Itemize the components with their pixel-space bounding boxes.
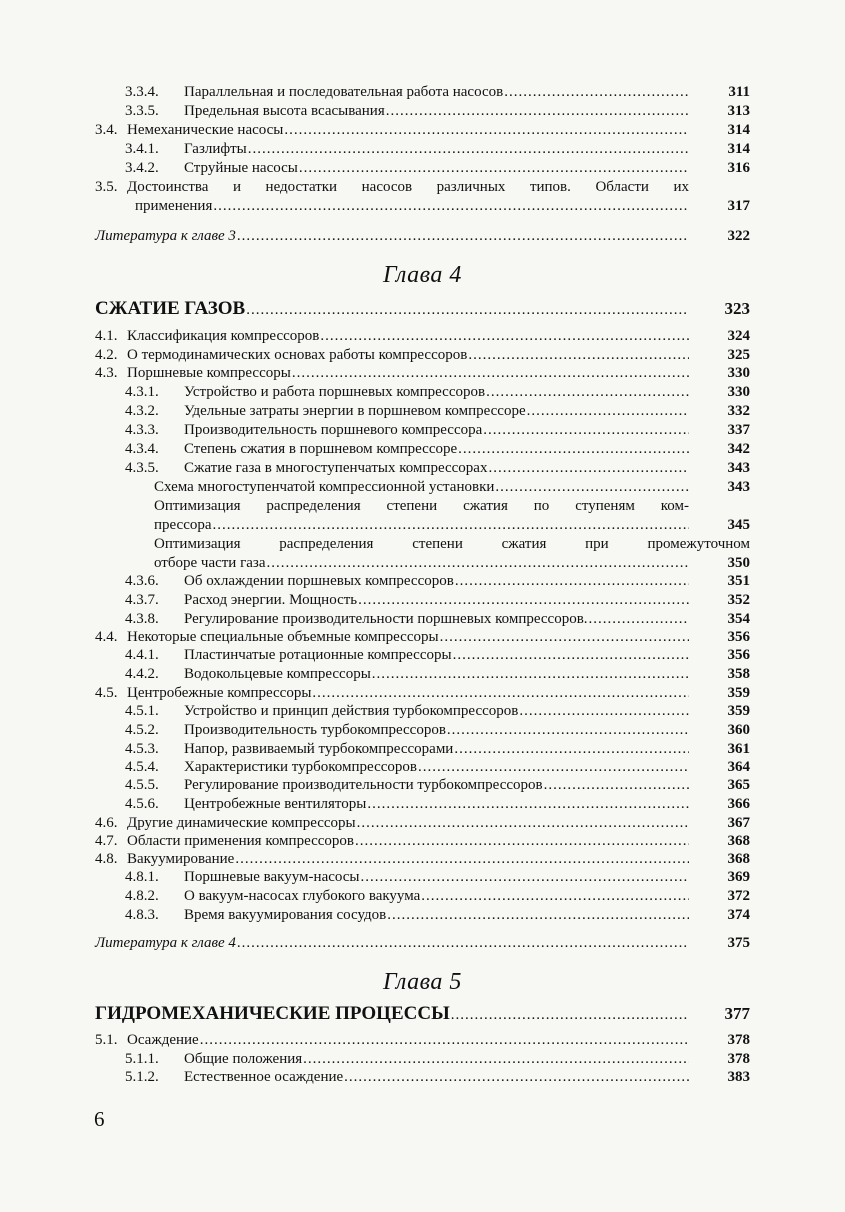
toc-entry	[95, 364, 750, 383]
toc-entry	[95, 665, 750, 684]
toc-entry	[95, 1068, 750, 1087]
page-ref: 364	[727, 759, 750, 775]
page-ref: 352	[727, 592, 750, 608]
toc-entry	[95, 346, 750, 365]
section-title: Центробежные компрессоры	[127, 685, 312, 701]
section-title: Газлифты	[184, 141, 247, 157]
section-title: Другие динамические компрессоры	[127, 815, 356, 831]
page-ref: 356	[727, 629, 750, 645]
section-title: Немеханические насосы	[127, 122, 284, 138]
literature-title: Литература к главе 4	[95, 935, 236, 951]
section-title: Предельная высота всасывания	[184, 103, 385, 119]
toc-entry	[95, 402, 750, 421]
page-ref: 383	[727, 1069, 750, 1085]
section-title: Классификация компрессоров	[127, 328, 320, 344]
section-title: Производительность турбокомпрессоров	[184, 722, 446, 738]
section-title-cont: прессора	[154, 517, 212, 533]
toc-entry	[95, 327, 750, 346]
section-title: Устройство и работа поршневых компрессоров	[184, 384, 486, 400]
section-title: Оптимизация распределения степени сжатия при промежуточном	[154, 536, 750, 552]
page-ref: 324	[727, 328, 750, 344]
page-ref: 358	[727, 666, 750, 682]
page-ref: 351	[727, 573, 750, 589]
section-title: Время вакуумирования сосудов	[184, 907, 387, 923]
section-number: 4.3.3.	[125, 422, 159, 438]
page-ref: 374	[727, 907, 750, 923]
chapter-heading: Глава 4	[383, 262, 462, 288]
section-number: 4.5.4.	[125, 759, 159, 775]
section-number: 4.6.	[95, 815, 118, 831]
section-number: 3.3.4.	[125, 84, 159, 100]
section-title: Поршневые вакуум-насосы	[184, 869, 360, 885]
page-ref: 360	[727, 722, 750, 738]
section-number: 4.2.	[95, 347, 118, 363]
section-number: 3.3.5.	[125, 103, 159, 119]
literature-title: Литература к главе 3	[95, 228, 236, 244]
page-ref: 330	[727, 384, 750, 400]
toc-entry	[95, 628, 750, 647]
section-title: Достоинства и недостатки насосов различных типов. Области их	[127, 179, 689, 195]
chapter-title-entry	[95, 1002, 750, 1026]
section-number: 4.3.8.	[125, 611, 159, 627]
page-ref: 369	[727, 869, 750, 885]
toc-entry	[95, 740, 750, 759]
section-title: Области применения компрессоров	[127, 833, 355, 849]
page-ref: 359	[727, 685, 750, 701]
toc-entry	[95, 1031, 750, 1050]
section-title: Схема многоступенчатой компрессионной установки	[154, 479, 495, 495]
page-ref: 361	[727, 741, 750, 757]
page-ref: 356	[727, 647, 750, 663]
section-number: 4.4.2.	[125, 666, 159, 682]
toc-entry	[95, 814, 750, 833]
section-number: 4.5.3.	[125, 741, 159, 757]
page-ref: 325	[727, 347, 750, 363]
toc-entry	[95, 102, 750, 121]
toc-entry	[95, 497, 750, 535]
section-number: 4.8.2.	[125, 888, 159, 904]
chapter-title-entry	[95, 297, 750, 321]
page-ref: 314	[727, 141, 750, 157]
section-number: 5.1.2.	[125, 1069, 159, 1085]
section-title: Удельные затраты энергии в поршневом компрессоре	[184, 403, 526, 419]
page-ref: 317	[727, 198, 750, 214]
toc-entry	[95, 1050, 750, 1069]
section-number: 4.5.6.	[125, 796, 159, 812]
toc-entry	[95, 159, 750, 178]
toc-entry	[95, 702, 750, 721]
toc-entry	[95, 459, 750, 478]
section-title: Характеристики турбокомпрессоров	[184, 759, 417, 775]
section-number: 4.5.5.	[125, 777, 159, 793]
section-title: Сжатие газа в многоступенчатых компрессорах	[184, 460, 488, 476]
toc-entry	[95, 646, 750, 665]
page-ref: 311	[728, 84, 750, 100]
toc-entry	[95, 832, 750, 851]
page-ref: 378	[727, 1051, 750, 1067]
section-number: 4.4.	[95, 629, 118, 645]
section-title: Поршневые компрессоры	[127, 365, 291, 381]
page-ref: 314	[727, 122, 750, 138]
page-ref: 337	[727, 422, 750, 438]
toc-entry	[95, 758, 750, 777]
toc-entry	[95, 610, 750, 629]
page-ref: 322	[727, 228, 750, 244]
section-number: 4.3.7.	[125, 592, 159, 608]
chapter-heading: Глава 5	[383, 969, 462, 995]
section-title: Расход энергии. Мощность	[184, 592, 358, 608]
section-number: 4.1.	[95, 328, 118, 344]
section-title: Водокольцевые компрессоры	[184, 666, 371, 682]
section-number: 4.7.	[95, 833, 118, 849]
section-title: Струйные насосы	[184, 160, 298, 176]
section-title: Параллельная и последовательная работа насосов	[184, 84, 504, 100]
section-title: О вакуум-насосах глубокого вакуума	[184, 888, 421, 904]
page-ref: 368	[727, 833, 750, 849]
toc-entry	[95, 887, 750, 906]
section-title: Центробежные вентиляторы	[184, 796, 367, 812]
section-title-cont: применения	[135, 198, 213, 214]
toc-entry	[95, 140, 750, 159]
section-number: 4.3.5.	[125, 460, 159, 476]
page-ref: 343	[727, 460, 750, 476]
section-title: Некоторые специальные объемные компрессоры	[127, 629, 439, 645]
section-title: Производительность поршневого компрессора	[184, 422, 483, 438]
section-number: 3.4.2.	[125, 160, 159, 176]
section-number: 3.4.1.	[125, 141, 159, 157]
page-ref: 316	[727, 160, 750, 176]
toc-entry	[95, 591, 750, 610]
section-title: Об охлаждении поршневых компрессоров	[184, 573, 454, 589]
toc-entry	[95, 721, 750, 740]
toc-entry	[95, 121, 750, 140]
section-number: 4.8.3.	[125, 907, 159, 923]
page-ref: 343	[727, 479, 750, 495]
section-number: 4.4.1.	[125, 647, 159, 663]
page-ref: 313	[727, 103, 750, 119]
section-title: Общие положения	[184, 1051, 303, 1067]
toc-entry	[95, 684, 750, 703]
page-ref: 342	[727, 441, 750, 457]
toc-entry	[95, 383, 750, 402]
page-ref: 345	[727, 517, 750, 533]
section-number: 4.3.	[95, 365, 118, 381]
section-title: Вакуумирование	[127, 851, 235, 867]
toc-entry	[95, 440, 750, 459]
section-number: 5.1.1.	[125, 1051, 159, 1067]
section-title: Пластинчатые ротационные компрессоры	[184, 647, 452, 663]
toc-entry	[95, 478, 750, 497]
toc-entry	[95, 421, 750, 440]
toc-entry-literature	[95, 227, 750, 246]
page-ref: 332	[727, 403, 750, 419]
section-title: Устройство и принцип действия турбокомпрессоров	[184, 703, 519, 719]
section-number: 4.3.4.	[125, 441, 159, 457]
chapter-title: СЖАТИЕ ГАЗОВ	[95, 298, 246, 319]
page-ref: 367	[727, 815, 750, 831]
page-ref: 323	[724, 299, 750, 318]
section-title: Регулирование производительности поршневых компрессоров.	[184, 611, 588, 627]
chapter-title: ГИДРОМЕХАНИЧЕСКИЕ ПРОЦЕССЫ	[95, 1003, 450, 1024]
toc-entry-literature	[95, 934, 750, 953]
page-ref: 330	[727, 365, 750, 381]
section-number: 4.5.	[95, 685, 118, 701]
page-ref: 359	[727, 703, 750, 719]
toc-entry	[95, 776, 750, 795]
toc-entry	[95, 535, 750, 573]
toc-entry	[95, 83, 750, 102]
section-title: Напор, развиваемый турбокомпрессорами	[184, 741, 454, 757]
page-ref: 366	[727, 796, 750, 812]
section-number: 4.3.1.	[125, 384, 159, 400]
page-ref: 350	[727, 555, 750, 571]
section-number: 4.5.2.	[125, 722, 159, 738]
section-title: Регулирование производительности турбокомпрессоров	[184, 777, 543, 793]
section-title-cont: отборе части газа	[154, 555, 266, 571]
page-ref: 377	[724, 1004, 750, 1023]
section-number: 3.4.	[95, 122, 118, 138]
page-number: 6	[94, 1107, 105, 1131]
toc-entry	[95, 868, 750, 887]
page-ref: 365	[727, 777, 750, 793]
section-number: 4.8.1.	[125, 869, 159, 885]
section-title: Степень сжатия в поршневом компрессоре	[184, 441, 458, 457]
toc-entry	[95, 178, 750, 216]
toc-entry	[95, 572, 750, 591]
toc-entry	[95, 795, 750, 814]
toc-entry	[95, 906, 750, 925]
page-ref: 372	[727, 888, 750, 904]
section-number: 4.3.2.	[125, 403, 159, 419]
section-title: О термодинамических основах работы компрессоров	[127, 347, 468, 363]
section-number: 4.8.	[95, 851, 118, 867]
page-ref: 354	[727, 611, 750, 627]
section-title: Оптимизация распределения степени сжатия по ступеням ком-	[154, 498, 689, 514]
section-number: 3.5.	[95, 179, 118, 195]
section-title: Осаждение	[127, 1032, 199, 1048]
page-ref: 368	[727, 851, 750, 867]
page-ref: 378	[727, 1032, 750, 1048]
section-number: 5.1.	[95, 1032, 118, 1048]
section-number: 4.5.1.	[125, 703, 159, 719]
toc-entry	[95, 850, 750, 869]
section-title: Естественное осаждение	[184, 1069, 344, 1085]
page-ref: 375	[727, 935, 750, 951]
section-number: 4.3.6.	[125, 573, 159, 589]
